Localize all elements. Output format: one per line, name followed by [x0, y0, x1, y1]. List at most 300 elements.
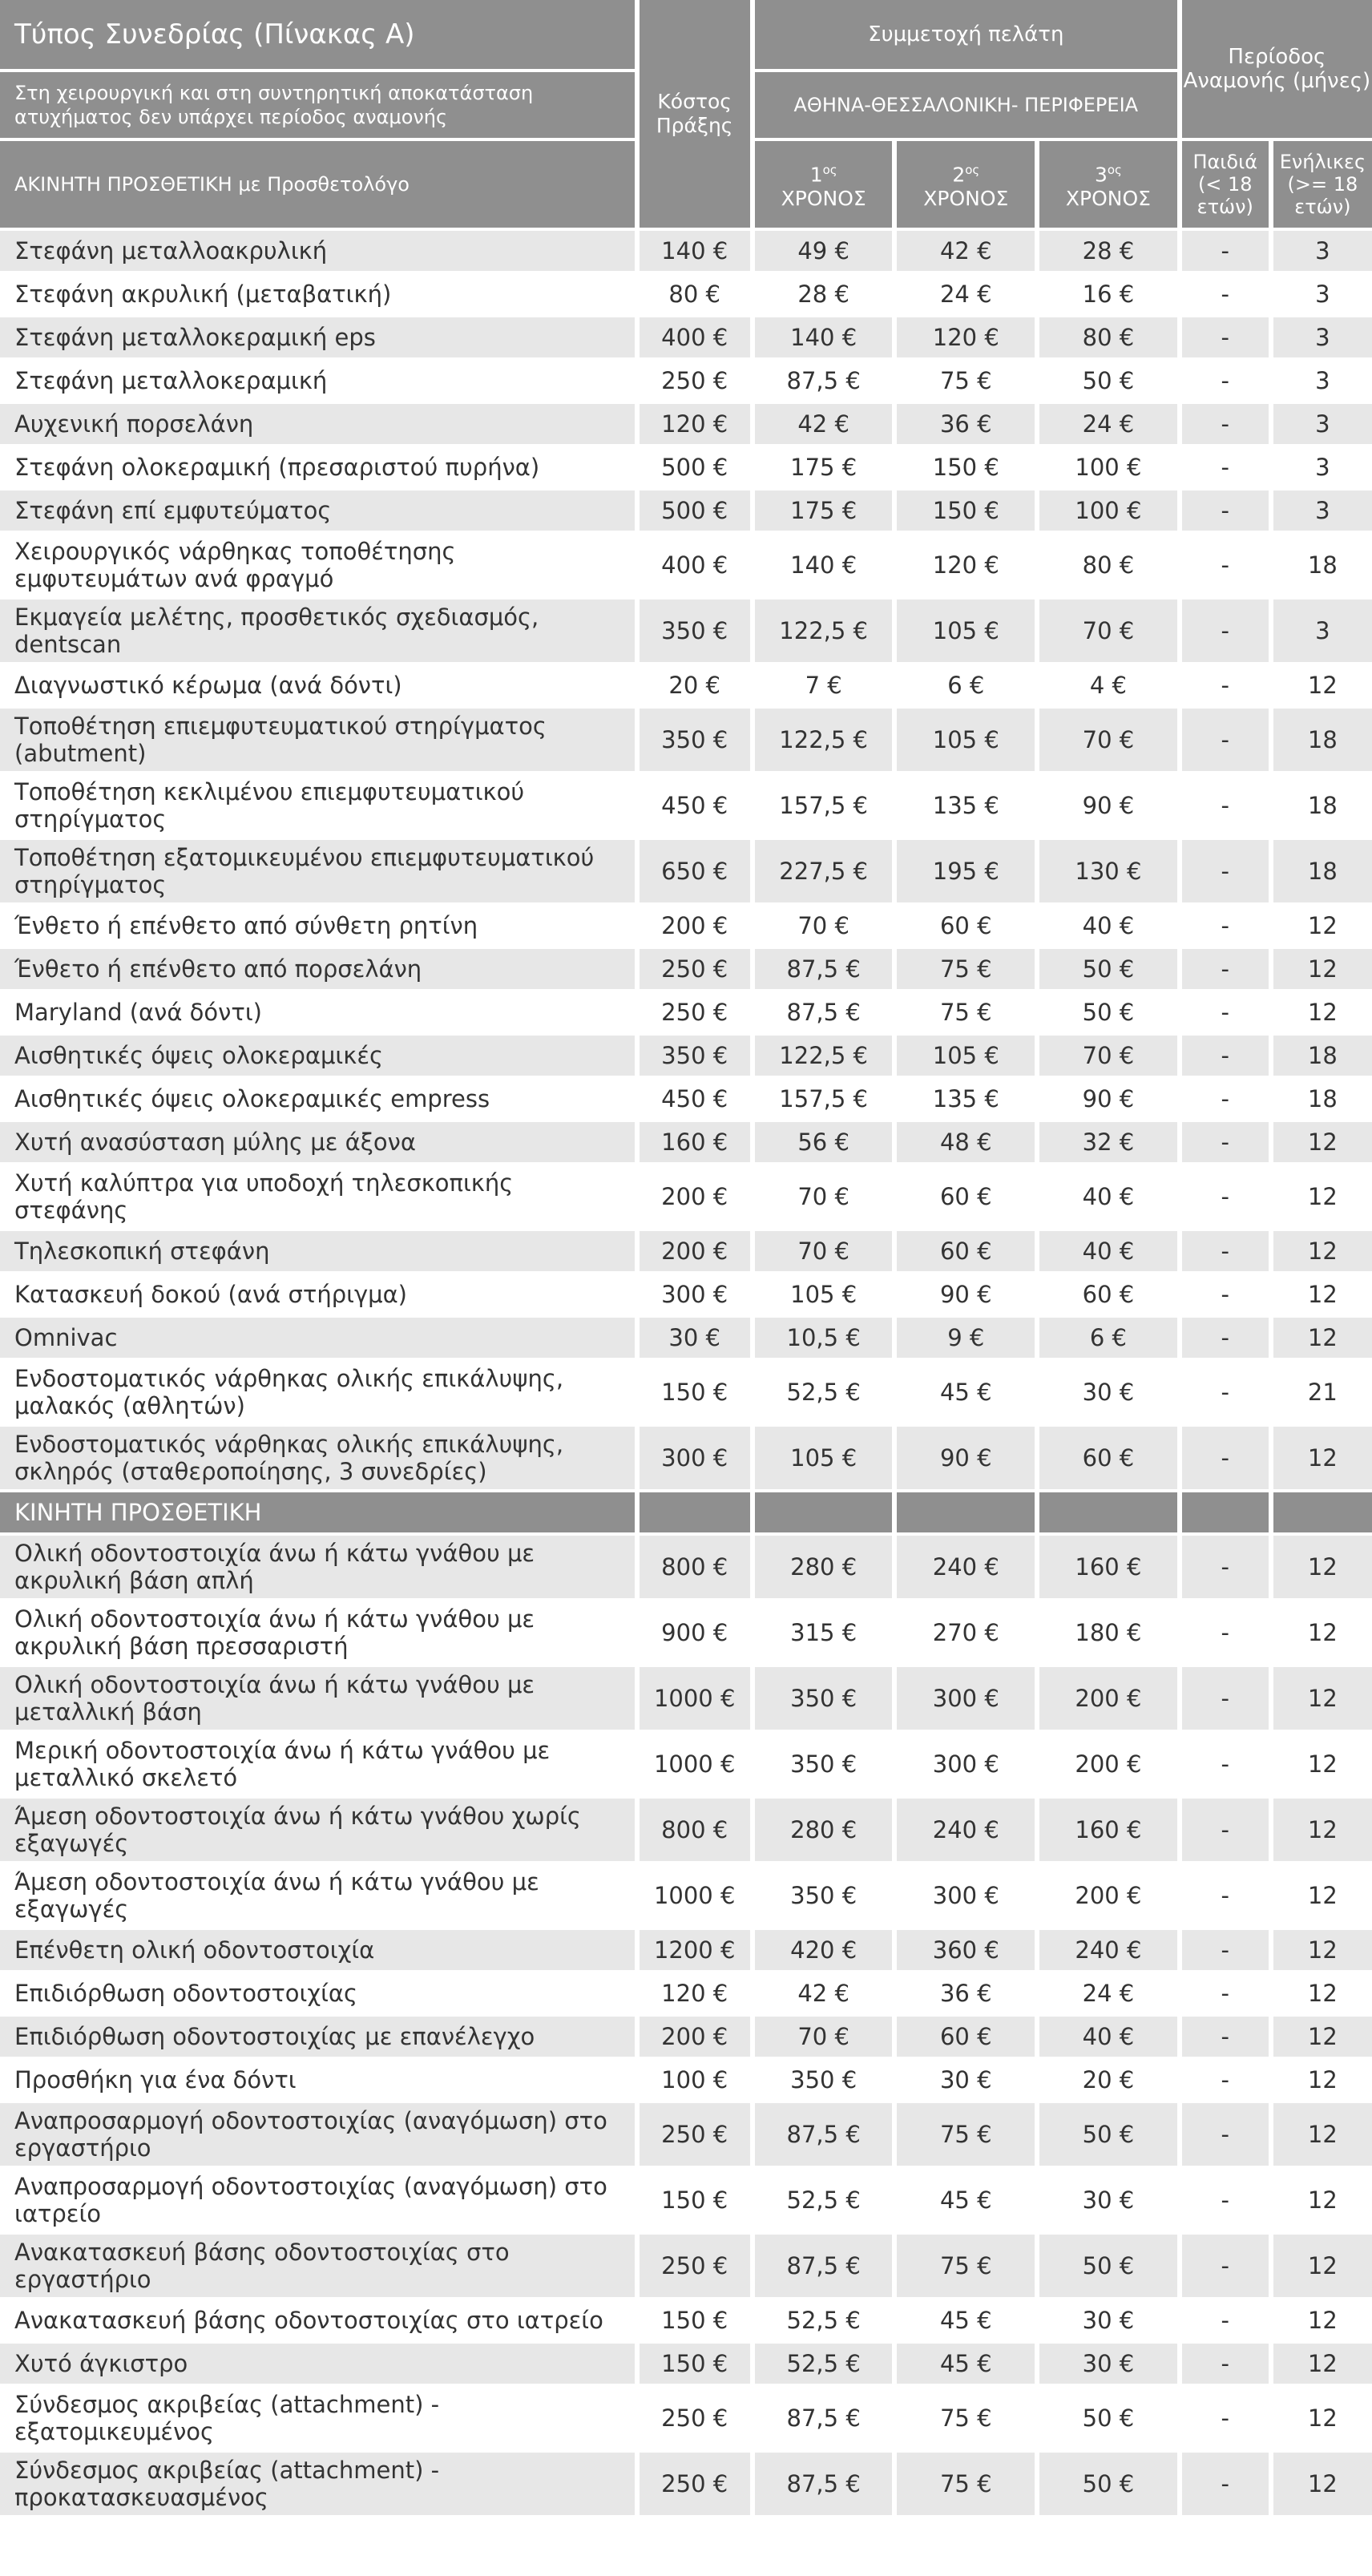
year3-cell: 20 € [1039, 2060, 1177, 2100]
year3-cell: 40 € [1039, 906, 1177, 946]
adults-wait-cell: 18 [1273, 1036, 1372, 1076]
adults-wait-cell: 18 [1273, 840, 1372, 902]
children-wait-cell: - [1182, 2387, 1269, 2449]
year2-cell: 45 € [897, 1361, 1035, 1423]
cost-cell: 160 € [640, 1122, 750, 1162]
table-row [0, 906, 1372, 946]
adults-wait-cell: 12 [1273, 1122, 1372, 1162]
children-wait-cell: - [1182, 1231, 1269, 1271]
adults-wait-cell: 21 [1273, 1361, 1372, 1423]
procedure-name: Αναπροσαρμογή οδοντοστοιχίας (αναγόμωση) στο εργαστήριο [0, 2103, 635, 2166]
year2-cell: 42 € [897, 231, 1035, 271]
cost-cell: 650 € [640, 840, 750, 902]
year2-header: $2^{o\varsigma}$ ΧΡΟΝΟΣ [897, 141, 1035, 228]
year2-cell: 195 € [897, 840, 1035, 902]
year1-cell: 87,5 € [755, 2235, 893, 2297]
children-wait-cell: - [1182, 1036, 1269, 1076]
year2-cell: 9 € [897, 1318, 1035, 1358]
year3-cell: 32 € [1039, 1122, 1177, 1162]
year3-cell: 200 € [1039, 1733, 1177, 1795]
year1-cell: 140 € [755, 534, 893, 596]
children-wait-cell: - [1182, 2169, 1269, 2231]
procedure-name: Στεφάνη επί εμφυτεύματος [0, 491, 635, 531]
table-row [0, 840, 1372, 902]
cost-cell: 450 € [640, 774, 750, 837]
table-row [0, 447, 1372, 487]
procedure-name: Επένθετη ολική οδοντοστοιχία [0, 1930, 635, 1970]
children-wait-cell: - [1182, 447, 1269, 487]
children-wait-cell: - [1182, 2235, 1269, 2297]
year1-cell: 350 € [755, 1733, 893, 1795]
cost-cell: 30 € [640, 1318, 750, 1358]
procedure-name: Προσθήκη για ένα δόντι [0, 2060, 635, 2100]
year1-cell: 280 € [755, 1799, 893, 1861]
procedure-name: Αυχενική πορσελάνη [0, 404, 635, 444]
adults-wait-cell: 12 [1273, 1318, 1372, 1358]
children-wait-cell: - [1182, 1864, 1269, 1927]
year1-cell: 70 € [755, 1231, 893, 1271]
procedure-name: Ένθετο ή επένθετο από σύνθετη ρητίνη [0, 906, 635, 946]
procedure-name: Ενδοστοματικός νάρθηκας ολικής επικάλυψης, μαλακός (αθλητών) [0, 1361, 635, 1423]
year1-cell: 52,5 € [755, 2169, 893, 2231]
table-row [0, 1165, 1372, 1228]
year1-cell: 175 € [755, 447, 893, 487]
year2-cell: 300 € [897, 1864, 1035, 1927]
procedure-name: Κατασκευή δοκού (ανά στήριγμα) [0, 1274, 635, 1314]
year1-cell: 350 € [755, 2060, 893, 2100]
table-row [0, 2344, 1372, 2384]
adults-wait-cell: 12 [1273, 1274, 1372, 1314]
year1-cell: 42 € [755, 404, 893, 444]
year1-cell: 42 € [755, 1973, 893, 2013]
year1-cell: 87,5 € [755, 2387, 893, 2449]
cost-cell: 400 € [640, 317, 750, 357]
cost-cell: 150 € [640, 2344, 750, 2384]
table-row [0, 2060, 1372, 2100]
children-wait-cell: - [1182, 774, 1269, 837]
year1-cell: 122,5 € [755, 600, 893, 662]
year3-cell: 100 € [1039, 447, 1177, 487]
children-wait-cell: - [1182, 949, 1269, 989]
year1-cell: 87,5 € [755, 992, 893, 1032]
table-row [0, 1036, 1372, 1076]
year1-cell: 87,5 € [755, 2453, 893, 2515]
procedure-name: Χειρουργικός νάρθηκας τοποθέτησης εμφυτευμάτων ανά φραγμό [0, 534, 635, 596]
cost-cell: 900 € [640, 1601, 750, 1664]
procedure-name: Άμεση οδοντοστοιχία άνω ή κάτω γνάθου χωρίς εξαγωγές [0, 1799, 635, 1861]
table-row [0, 1361, 1372, 1423]
year1-cell: 105 € [755, 1274, 893, 1314]
year2-cell: 75 € [897, 949, 1035, 989]
children-wait-cell: - [1182, 491, 1269, 531]
adults-wait-cell: 12 [1273, 1601, 1372, 1664]
adults-wait-cell: 12 [1273, 1536, 1372, 1598]
cost-cell: 800 € [640, 1799, 750, 1861]
cost-cell: 250 € [640, 2453, 750, 2515]
children-wait-cell: - [1182, 1601, 1269, 1664]
table-row [0, 1427, 1372, 1489]
table-row [0, 2103, 1372, 2166]
year2-cell: 120 € [897, 534, 1035, 596]
year3-cell: 160 € [1039, 1799, 1177, 1861]
year2-cell: 90 € [897, 1427, 1035, 1489]
table-row [0, 404, 1372, 444]
table-row [0, 1318, 1372, 1358]
year2-cell: 60 € [897, 1231, 1035, 1271]
table-row [0, 1079, 1372, 1119]
adults-wait-cell: 18 [1273, 774, 1372, 837]
table-row [0, 949, 1372, 989]
children-wait-cell: - [1182, 2453, 1269, 2515]
procedure-name: Omnivac [0, 1318, 635, 1358]
procedure-name: Τοποθέτηση εξατομικευμένου επιεμφυτευματικού στηρίγματος [0, 840, 635, 902]
year1-cell: 70 € [755, 1165, 893, 1228]
cost-cell: 300 € [640, 1427, 750, 1489]
year3-cell: 60 € [1039, 1427, 1177, 1489]
year2-cell: 270 € [897, 1601, 1035, 1664]
year2-cell: 45 € [897, 2169, 1035, 2231]
cost-cell: 1200 € [640, 1930, 750, 1970]
year1-cell: 52,5 € [755, 2300, 893, 2340]
cost-cell: 350 € [640, 709, 750, 771]
year1-header: $1^{o\varsigma}$ ΧΡΟΝΟΣ [755, 141, 893, 228]
year3-cell: 90 € [1039, 1079, 1177, 1119]
procedure-name: Ένθετο ή επένθετο από πορσελάνη [0, 949, 635, 989]
children-wait-cell: - [1182, 1799, 1269, 1861]
year2-cell: 6 € [897, 665, 1035, 705]
table-row [0, 709, 1372, 771]
adults-wait-cell: 12 [1273, 2300, 1372, 2340]
year2-cell: 105 € [897, 1036, 1035, 1076]
year2-cell: 48 € [897, 1122, 1035, 1162]
year1-cell: 70 € [755, 2017, 893, 2057]
procedure-name: Διαγνωστικό κέρωμα (ανά δόντι) [0, 665, 635, 705]
year2-cell: 36 € [897, 404, 1035, 444]
year3-cell: 50 € [1039, 2235, 1177, 2297]
year3-cell: 30 € [1039, 2169, 1177, 2231]
year2-cell: 30 € [897, 2060, 1035, 2100]
year3-cell: 40 € [1039, 1231, 1177, 1271]
cost-cell: 80 € [640, 274, 750, 314]
children-wait-cell: - [1182, 1536, 1269, 1598]
year1-cell: 315 € [755, 1601, 893, 1664]
table-row [0, 1536, 1372, 1598]
year1-cell: 87,5 € [755, 361, 893, 401]
year2-cell: 75 € [897, 2235, 1035, 2297]
adults-wait-cell: 12 [1273, 1427, 1372, 1489]
adults-wait-cell: 18 [1273, 534, 1372, 596]
year3-cell: 24 € [1039, 1973, 1177, 2013]
children-wait-cell: - [1182, 1165, 1269, 1228]
cost-cell: 250 € [640, 2103, 750, 2166]
children-wait-cell: - [1182, 992, 1269, 1032]
table-row [0, 1274, 1372, 1314]
adults-wait-cell: 12 [1273, 1799, 1372, 1861]
children-wait-cell: - [1182, 2103, 1269, 2166]
adults-wait-cell: 12 [1273, 2103, 1372, 2166]
children-wait-cell: - [1182, 1667, 1269, 1730]
removable-prosthetics-body [0, 1536, 1372, 2515]
year2-cell: 45 € [897, 2344, 1035, 2384]
year2-cell: 90 € [897, 1274, 1035, 1314]
procedure-name: Ανακατασκευή βάσης οδοντοστοιχίας στο εργαστήριο [0, 2235, 635, 2297]
year2-cell: 105 € [897, 709, 1035, 771]
accident-note: Στη χειρουργική και στη συντηρητική αποκατάσταση ατυχήματος δεν υπάρχει περίοδος αναμονής [0, 72, 635, 138]
table-row [0, 1667, 1372, 1730]
year1-cell: 122,5 € [755, 709, 893, 771]
table-row [0, 1231, 1372, 1271]
adults-wait-cell: 12 [1273, 1165, 1372, 1228]
cost-cell: 120 € [640, 1973, 750, 2013]
procedure-name: Maryland (ανά δόντι) [0, 992, 635, 1032]
cost-cell: 1000 € [640, 1864, 750, 1927]
year1-cell: 28 € [755, 274, 893, 314]
cost-cell: 1000 € [640, 1733, 750, 1795]
adults-wait-cell: 3 [1273, 404, 1372, 444]
year1-cell: 105 € [755, 1427, 893, 1489]
table-row [0, 1864, 1372, 1927]
year3-cell: 130 € [1039, 840, 1177, 902]
year3-cell: 160 € [1039, 1536, 1177, 1598]
year3-cell: 30 € [1039, 2344, 1177, 2384]
table-row [0, 534, 1372, 596]
procedure-name: Σύνδεσμος ακριβείας (attachment) - προκατασκευασμένος [0, 2453, 635, 2515]
procedure-name: Τηλεσκοπική στεφάνη [0, 1231, 635, 1271]
year3-cell: 50 € [1039, 2453, 1177, 2515]
adults-wait-cell: 12 [1273, 1231, 1372, 1271]
year1-cell: 122,5 € [755, 1036, 893, 1076]
fixed-prosthetics-body [0, 231, 1372, 1489]
adults-header: Ενήλικες (>= 18 ετών) [1273, 141, 1372, 228]
year3-cell: 90 € [1039, 774, 1177, 837]
children-wait-cell: - [1182, 1427, 1269, 1489]
cost-cell: 200 € [640, 2017, 750, 2057]
adults-wait-cell: 12 [1273, 2235, 1372, 2297]
children-wait-cell: - [1182, 231, 1269, 271]
year2-cell: 240 € [897, 1799, 1035, 1861]
table-row [0, 1973, 1372, 2013]
cost-cell: 350 € [640, 600, 750, 662]
procedure-name: Ολική οδοντοστοιχία άνω ή κάτω γνάθου με μεταλλική βάση [0, 1667, 635, 1730]
cost-cell: 150 € [640, 2169, 750, 2231]
year3-cell: 70 € [1039, 709, 1177, 771]
adults-wait-cell: 18 [1273, 709, 1372, 771]
adults-wait-cell: 12 [1273, 906, 1372, 946]
region-header: ΑΘΗΝΑ-ΘΕΣΣΑΛΟΝΙΚΗ- ΠΕΡΙΦΕΡΕΙΑ [755, 72, 1177, 138]
year3-cell: 40 € [1039, 2017, 1177, 2057]
year1-cell: 7 € [755, 665, 893, 705]
removable-prosthetics-header: ΚΙΝΗΤΗ ΠΡΟΣΘΕΤΙΚΗ [0, 1492, 635, 1532]
adults-wait-cell: 3 [1273, 231, 1372, 271]
adults-wait-cell: 12 [1273, 992, 1372, 1032]
year1-cell: 52,5 € [755, 2344, 893, 2384]
children-wait-cell: - [1182, 1361, 1269, 1423]
year3-cell: 50 € [1039, 2387, 1177, 2449]
year1-cell: 140 € [755, 317, 893, 357]
cost-cell: 250 € [640, 361, 750, 401]
year3-cell: 30 € [1039, 1361, 1177, 1423]
table-row [0, 231, 1372, 271]
children-wait-cell: - [1182, 404, 1269, 444]
adults-wait-cell: 18 [1273, 1079, 1372, 1119]
year2-cell: 45 € [897, 2300, 1035, 2340]
cost-cell: 140 € [640, 231, 750, 271]
year3-cell: 4 € [1039, 665, 1177, 705]
year1-cell: 10,5 € [755, 1318, 893, 1358]
year3-cell: 6 € [1039, 1318, 1177, 1358]
children-wait-cell: - [1182, 361, 1269, 401]
children-wait-cell: - [1182, 1973, 1269, 2013]
procedure-name: Ανακατασκευή βάσης οδοντοστοιχίας στο ιατρείο [0, 2300, 635, 2340]
procedure-name: Αισθητικές όψεις ολοκεραμικές [0, 1036, 635, 1076]
children-wait-cell: - [1182, 2017, 1269, 2057]
year1-cell: 87,5 € [755, 2103, 893, 2166]
procedure-name: Άμεση οδοντοστοιχία άνω ή κάτω γνάθου με εξαγωγές [0, 1864, 635, 1927]
year3-cell: 180 € [1039, 1601, 1177, 1664]
cost-cell: 150 € [640, 1361, 750, 1423]
participation-header: Συμμετοχή πελάτη [755, 0, 1177, 69]
year3-header: $3^{o\varsigma}$ ΧΡΟΝΟΣ [1039, 141, 1177, 228]
cost-cell: 300 € [640, 1274, 750, 1314]
procedure-name: Στεφάνη μεταλλοκεραμική [0, 361, 635, 401]
procedure-name: Χυτή ανασύσταση μύλης με άξονα [0, 1122, 635, 1162]
cost-cell: 250 € [640, 2387, 750, 2449]
procedure-name: Ολική οδοντοστοιχία άνω ή κάτω γνάθου με ακρυλική βάση πρεσσαριστή [0, 1601, 635, 1664]
procedure-name: Επιδιόρθωση οδοντοστοιχίας με επανέλεγχο [0, 2017, 635, 2057]
procedure-name: Τοποθέτηση επιεμφυτευματικού στηρίγματος (abutment) [0, 709, 635, 771]
table-row [0, 600, 1372, 662]
year1-cell: 420 € [755, 1930, 893, 1970]
children-wait-cell: - [1182, 709, 1269, 771]
procedure-name: Εκμαγεία μελέτης, προσθετικός σχεδιασμός, dentscan [0, 600, 635, 662]
year2-cell: 75 € [897, 2103, 1035, 2166]
children-wait-cell: - [1182, 2060, 1269, 2100]
children-wait-cell: - [1182, 1122, 1269, 1162]
year1-cell: 280 € [755, 1536, 893, 1598]
procedure-name: Ενδοστοματικός νάρθηκας ολικής επικάλυψης, σκληρός (σταθεροποίησης, 3 συνεδρίες) [0, 1427, 635, 1489]
year1-cell: 49 € [755, 231, 893, 271]
procedure-name: Αισθητικές όψεις ολοκεραμικές empress [0, 1079, 635, 1119]
cost-cell: 500 € [640, 447, 750, 487]
procedure-name: Ολική οδοντοστοιχία άνω ή κάτω γνάθου με ακρυλική βάση απλή [0, 1536, 635, 1598]
year2-cell: 300 € [897, 1667, 1035, 1730]
table-row [0, 774, 1372, 837]
year1-cell: 157,5 € [755, 774, 893, 837]
adults-wait-cell: 3 [1273, 317, 1372, 357]
children-wait-cell: - [1182, 2300, 1269, 2340]
procedure-name: Στεφάνη ακρυλική (μεταβατική) [0, 274, 635, 314]
year3-cell: 50 € [1039, 949, 1177, 989]
adults-wait-cell: 12 [1273, 1733, 1372, 1795]
cost-cell: 100 € [640, 2060, 750, 2100]
table-row [0, 1733, 1372, 1795]
adults-wait-cell: 12 [1273, 2387, 1372, 2449]
year3-cell: 50 € [1039, 361, 1177, 401]
year3-cell: 200 € [1039, 1667, 1177, 1730]
procedure-name: Στεφάνη μεταλλοακρυλική [0, 231, 635, 271]
year2-cell: 135 € [897, 1079, 1035, 1119]
cost-cell: 250 € [640, 992, 750, 1032]
children-header: Παιδιά (< 18 ετών) [1182, 141, 1269, 228]
year2-cell: 150 € [897, 491, 1035, 531]
procedure-name: Μερική οδοντοστοιχία άνω ή κάτω γνάθου με μεταλλικό σκελετό [0, 1733, 635, 1795]
table-row [0, 2169, 1372, 2231]
year2-cell: 105 € [897, 600, 1035, 662]
year1-cell: 52,5 € [755, 1361, 893, 1423]
year2-cell: 24 € [897, 274, 1035, 314]
year3-cell: 28 € [1039, 231, 1177, 271]
cost-cell: 350 € [640, 1036, 750, 1076]
children-wait-cell: - [1182, 1318, 1269, 1358]
session-type-header: Τύπος Συνεδρίας (Πίνακας Α) [0, 0, 635, 69]
year2-cell: 135 € [897, 774, 1035, 837]
table-row [0, 1799, 1372, 1861]
cost-cell: 450 € [640, 1079, 750, 1119]
year1-cell: 227,5 € [755, 840, 893, 902]
table-row [0, 274, 1372, 314]
year3-cell: 30 € [1039, 2300, 1177, 2340]
children-wait-cell: - [1182, 665, 1269, 705]
year3-cell: 200 € [1039, 1864, 1177, 1927]
year3-cell: 80 € [1039, 317, 1177, 357]
year2-cell: 75 € [897, 2387, 1035, 2449]
cost-cell: 500 € [640, 491, 750, 531]
year2-cell: 75 € [897, 2453, 1035, 2515]
table-row [0, 2453, 1372, 2515]
cost-cell: 800 € [640, 1536, 750, 1598]
year2-cell: 36 € [897, 1973, 1035, 2013]
children-wait-cell: - [1182, 534, 1269, 596]
procedure-name: Χυτή καλύπτρα για υποδοχή τηλεσκοπικής στεφάνης [0, 1165, 635, 1228]
year1-cell: 157,5 € [755, 1079, 893, 1119]
year2-cell: 60 € [897, 1165, 1035, 1228]
cost-cell: 1000 € [640, 1667, 750, 1730]
year1-cell: 175 € [755, 491, 893, 531]
procedure-name: Επιδιόρθωση οδοντοστοιχίας [0, 1973, 635, 2013]
year2-cell: 360 € [897, 1930, 1035, 1970]
table-row [0, 2300, 1372, 2340]
adults-wait-cell: 12 [1273, 1973, 1372, 2013]
year3-cell: 50 € [1039, 2103, 1177, 2166]
year2-cell: 60 € [897, 2017, 1035, 2057]
table-row [0, 2017, 1372, 2057]
year2-cell: 60 € [897, 906, 1035, 946]
fixed-prosthetics-header: ΑΚΙΝΗΤΗ ΠΡΟΣΘΕΤΙΚΗ με Προσθετολόγο [0, 141, 635, 228]
year2-cell: 300 € [897, 1733, 1035, 1795]
table-row [0, 491, 1372, 531]
adults-wait-cell: 3 [1273, 600, 1372, 662]
adults-wait-cell: 12 [1273, 2169, 1372, 2231]
cost-cell: 200 € [640, 1231, 750, 1271]
cost-cell: 200 € [640, 1165, 750, 1228]
children-wait-cell: - [1182, 1930, 1269, 1970]
year2-cell: 240 € [897, 1536, 1035, 1598]
year3-cell: 60 € [1039, 1274, 1177, 1314]
children-wait-cell: - [1182, 840, 1269, 902]
year3-cell: 100 € [1039, 491, 1177, 531]
children-wait-cell: - [1182, 1274, 1269, 1314]
children-wait-cell: - [1182, 906, 1269, 946]
adults-wait-cell: 12 [1273, 2453, 1372, 2515]
cost-cell: 400 € [640, 534, 750, 596]
children-wait-cell: - [1182, 2344, 1269, 2384]
year1-cell: 87,5 € [755, 949, 893, 989]
cost-cell: 120 € [640, 404, 750, 444]
procedure-name: Τοποθέτηση κεκλιμένου επιεμφυτευματικού στηρίγματος [0, 774, 635, 837]
cost-cell: 150 € [640, 2300, 750, 2340]
adults-wait-cell: 12 [1273, 1667, 1372, 1730]
year3-cell: 24 € [1039, 404, 1177, 444]
